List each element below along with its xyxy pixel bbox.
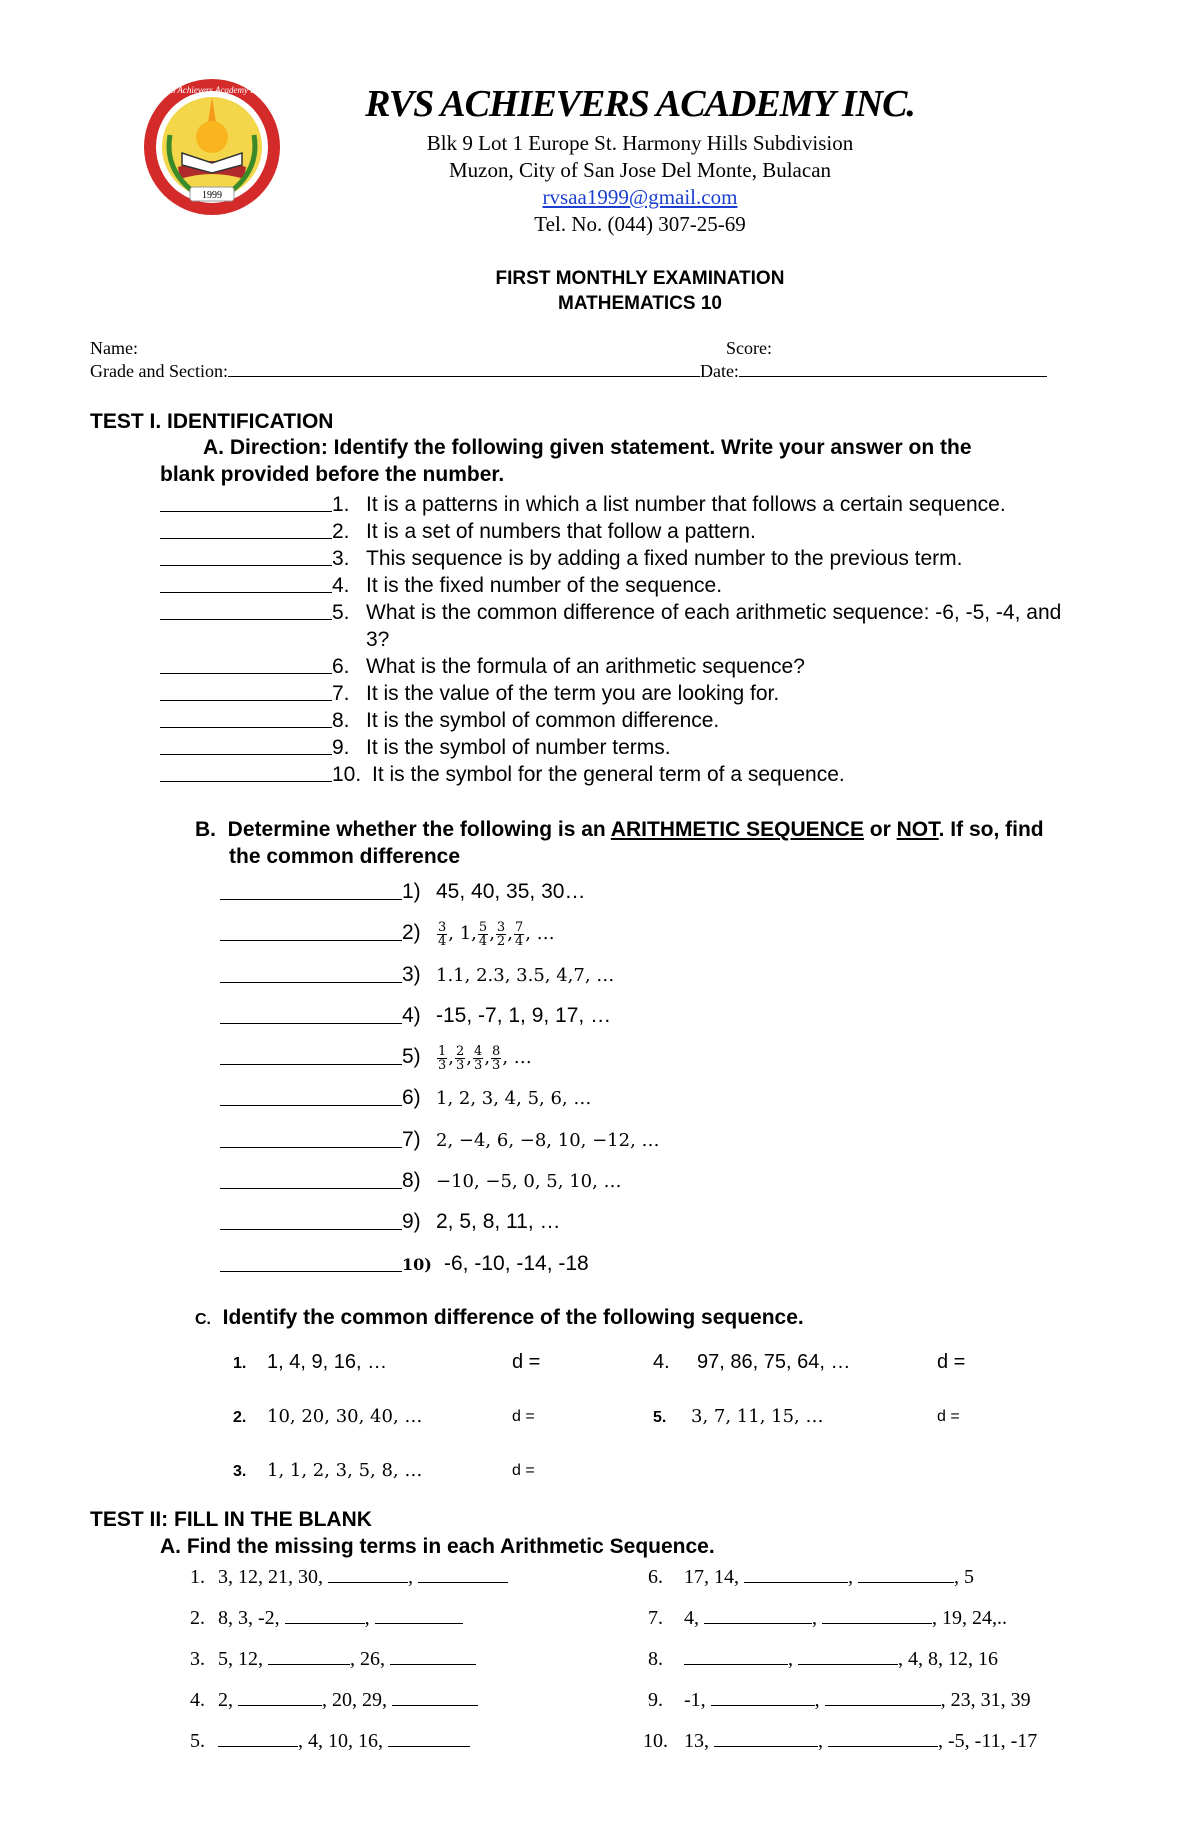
fill-item-8: 8. , , 4, 8, 12, 16 <box>648 1648 998 1670</box>
fill-item-1: 1. 3, 12, 21, 30, , <box>190 1565 508 1589</box>
list-item: 4) -15, -7, 1, 9, 17, … <box>220 995 660 1036</box>
fill-blank[interactable] <box>268 1647 350 1665</box>
list-item: 2) $\frac{3}{4}$ , 1, $\frac{5}{4}$ , $\frac{3}{2}$ , $\frac{7}{4}$ , … <box>220 912 660 953</box>
answer-blank[interactable] <box>160 599 332 620</box>
list-item-continuation: 3? <box>366 628 390 651</box>
address-line-1: Blk 9 Lot 1 Europe St. Harmony Hills Subdivision <box>426 131 854 155</box>
test2-direction: A. Find the missing terms in each Arithmetic Sequence. <box>160 1535 715 1558</box>
grade-section-label: Grade and Section: <box>90 361 228 381</box>
c-item-1: 1. 1, 4, 9, 16, … <box>233 1351 388 1373</box>
answer-blank[interactable] <box>220 1160 402 1189</box>
fill-blank[interactable] <box>714 1729 818 1747</box>
fill-item-10: 10. 13, , , -5, -11, -17 <box>643 1730 1038 1752</box>
list-item: 6. What is the formula of an arithmetic sequence? <box>160 653 1061 680</box>
c-item-5-d: d = <box>937 1408 960 1425</box>
c-item-4-d: d = <box>937 1351 966 1373</box>
c-item-4: 4. 97, 86, 75, 64, … <box>653 1351 851 1373</box>
c-item-3-d: d = <box>512 1462 535 1479</box>
test1-a-direction-line2: blank provided before the number. <box>160 463 505 486</box>
fill-blank[interactable] <box>218 1729 298 1747</box>
fill-item-9: 9. -1, , , 23, 31, 39 <box>648 1689 1031 1711</box>
answer-blank[interactable] <box>220 1243 402 1272</box>
c-item-5: 5. 3, 7, 11, 15, … <box>653 1406 824 1427</box>
address-line-2: Muzon, City of San Jose Del Monte, Bulacan <box>448 158 832 182</box>
answer-blank[interactable] <box>220 912 402 941</box>
fill-blank[interactable] <box>858 1565 954 1583</box>
fill-blank[interactable] <box>285 1606 365 1624</box>
answer-blank[interactable] <box>160 518 332 539</box>
fill-blank[interactable] <box>392 1688 478 1706</box>
fill-blank[interactable] <box>388 1729 470 1747</box>
test2-heading: TEST II: FILL IN THE BLANK <box>90 1508 372 1531</box>
school-email[interactable] <box>300 185 980 210</box>
list-item: 3. This sequence is by adding a fixed number to the previous term. <box>160 545 1061 572</box>
grade-section-field[interactable] <box>90 361 1047 382</box>
score-label: Score: <box>726 338 772 358</box>
answer-blank[interactable] <box>220 1036 402 1065</box>
fill-item-6: 6. 17, 14, , , 5 <box>648 1566 974 1588</box>
telephone: Tel. No. (044) 307-25-69 <box>534 212 746 236</box>
fill-item-4: 4. 2, , 20, 29, <box>190 1688 478 1712</box>
test1-b-direction-line1: B. Determine whether the following is an ARITHMETIC SEQUENCE or NOT. If so, find <box>195 818 1044 841</box>
c-item-3: 3. 1, 1, 2, 3, 5, 8, … <box>233 1460 423 1481</box>
name-label: Name: <box>90 338 138 358</box>
sequence-list <box>220 871 660 1284</box>
fill-blank[interactable] <box>711 1688 815 1706</box>
fill-blank[interactable] <box>418 1565 508 1583</box>
fill-blank[interactable] <box>375 1606 463 1624</box>
answer-blank[interactable] <box>220 954 402 983</box>
list-item: 3) 1.1, 2.3, 3.5, 4,7, … <box>220 954 660 995</box>
test1-heading: TEST I. IDENTIFICATION <box>90 410 334 433</box>
fill-item-2: 2. 8, 3, -2, , <box>190 1606 463 1630</box>
grade-section-blank[interactable] <box>228 375 700 377</box>
date-blank[interactable] <box>739 375 1047 377</box>
fill-blank[interactable] <box>704 1606 812 1624</box>
list-item: 10) -6, -10, -14, -18 <box>220 1243 660 1284</box>
list-item: 1. It is a patterns in which a list number that follows a certain sequence. <box>160 491 1061 518</box>
fill-item-3: 3. 5, 12, , 26, <box>190 1647 476 1671</box>
fill-blank[interactable] <box>328 1565 408 1583</box>
list-item: 2. It is a set of numbers that follow a pattern. <box>160 518 1061 545</box>
answer-blank[interactable] <box>160 545 332 566</box>
test1-c-direction: C. Identify the common difference of the following sequence. <box>195 1306 804 1329</box>
list-item: 1) 45, 40, 35, 30… <box>220 871 660 912</box>
test1-b-direction-line2: the common difference <box>229 845 461 868</box>
school-logo <box>140 75 285 220</box>
list-item: 9. It is the symbol of number terms. <box>160 734 1061 761</box>
list-item: 10. It is the symbol for the general term of a sequence. <box>160 761 1061 788</box>
email-link[interactable]: rvsaa1999@gmail.com <box>542 185 738 209</box>
answer-blank[interactable] <box>220 995 402 1024</box>
logo-ring-text: RVS Achievers Academy Inc. <box>160 85 264 95</box>
answer-blank[interactable] <box>220 1077 402 1106</box>
list-item: 5. What is the common difference of each arithmetic sequence: -6, -5, -4, and <box>160 599 1061 626</box>
list-item: 4. It is the fixed number of the sequence. <box>160 572 1061 599</box>
identification-list <box>160 491 1061 788</box>
list-item: 8) −10, −5, 0, 5, 10, … <box>220 1160 660 1201</box>
logo-year: 1999 <box>202 190 222 201</box>
answer-blank[interactable] <box>160 653 332 674</box>
answer-blank[interactable] <box>160 734 332 755</box>
exam-subject: MATHEMATICS 10 <box>558 293 722 314</box>
school-name: RVS ACHIEVERS ACADEMY INC. <box>365 83 915 125</box>
answer-blank[interactable] <box>160 680 332 701</box>
answer-blank[interactable] <box>160 761 332 782</box>
answer-blank[interactable] <box>220 1119 402 1148</box>
exam-title: FIRST MONTHLY EXAMINATION <box>495 268 785 289</box>
fill-item-7: 7. 4, , , 19, 24,.. <box>648 1607 1007 1629</box>
fill-blank[interactable] <box>684 1647 788 1665</box>
c-item-2-d: d = <box>512 1408 535 1425</box>
fill-blank[interactable] <box>822 1606 932 1624</box>
list-item: 7) 2, −4, 6, −8, 10, −12, … <box>220 1119 660 1160</box>
list-item: 5) $\frac{1}{3}$ , $\frac{2}{3}$ , $\frac{4}{3}$ , $\frac{8}{3}$ , … <box>220 1036 660 1077</box>
answer-blank[interactable] <box>220 1201 402 1230</box>
list-item: 6) 1, 2, 3, 4, 5, 6, … <box>220 1077 660 1118</box>
fill-blank[interactable] <box>238 1688 322 1706</box>
test1-a-direction-line1: A. Direction: Identify the following given statement. Write your answer on the <box>203 436 972 459</box>
date-label: Date: <box>699 361 739 381</box>
fill-blank[interactable] <box>744 1565 848 1583</box>
list-item: 8. It is the symbol of common difference. <box>160 707 1061 734</box>
fill-blank[interactable] <box>798 1647 898 1665</box>
c-item-1-d: d = <box>512 1351 541 1373</box>
answer-blank[interactable] <box>220 871 402 900</box>
list-item: 9) 2, 5, 8, 11, … <box>220 1201 660 1242</box>
list-item: 7. It is the value of the term you are looking for. <box>160 680 1061 707</box>
answer-blank[interactable] <box>160 491 332 512</box>
answer-blank[interactable] <box>160 707 332 728</box>
fill-blank[interactable] <box>390 1647 476 1665</box>
fill-item-5: 5. , 4, 10, 16, <box>190 1729 470 1753</box>
answer-blank[interactable] <box>160 572 332 593</box>
fill-blank[interactable] <box>825 1688 941 1706</box>
fill-blank[interactable] <box>828 1729 938 1747</box>
c-item-2: 2. 10, 20, 30, 40, … <box>233 1406 423 1427</box>
